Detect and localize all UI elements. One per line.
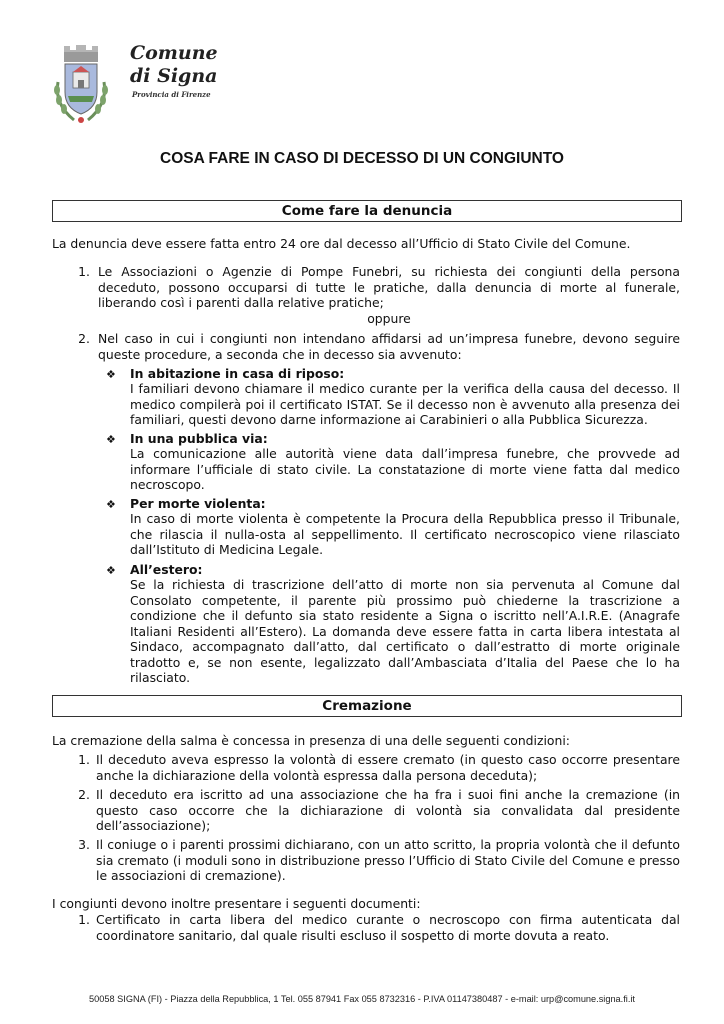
bullet-heading: Per morte violenta: (130, 496, 266, 511)
bullet-heading: In una pubblica via: (130, 431, 268, 446)
coat-of-arms-logo (48, 42, 114, 126)
section2-item-text: Il deceduto era iscritto ad una associazione che ha fra i suoi fini anche la cremazione (in questo caso occorre che la dichiarazione di volontà sia convalidata dal presidente dell’associazione); (96, 787, 680, 833)
bullet-text: Se la richiesta di trascrizione dell’atto di morte non sia pervenuta al Comune dal Consolato competente, il parente più prossimo può chiederne la trascrizione a condizione che il defunto sia stato residente a Signa o iscritto nell’A.I.R.E. (Anagrafe Italiani Residenti all’Estero). La domanda deve essere fatta in carta libera intestata al Sindaco, accompagnato dall’atto, dal certificato o dall’estratto di morte originale tradotto e, se non esente, legalizzato dall’Ambasciata d’Italia del Paese che lo ha rilasciato. (130, 577, 680, 685)
section1-item-text: Le Associazioni o Agenzie di Pompe Funebri, su richiesta dei congiunti della persona deceduto, possono occuparsi di tutte le pratiche, dalla denuncia di morte al funerale, liberando così i parenti dalla relative pratiche; (98, 264, 680, 310)
section1-intro: La denuncia deve essere fatta entro 24 ore dal decesso all’Ufficio di Stato Civile del Comune. (52, 236, 631, 251)
diamond-bullet-icon: ❖ (106, 368, 116, 381)
docs-intro: I congiunti devono inoltre presentare i seguenti documenti: (52, 896, 421, 911)
bullet-heading: In abitazione in casa di riposo: (130, 366, 345, 381)
bullet-text: In caso di morte violenta è competente la Procura della Repubblica presso il Tribunale, che rilascia il nulla-osta al seppellimento. Il certificato necroscopico viene rilasciato dall’Istituto di Medicina Legale. (130, 511, 680, 557)
section1-item-number: 1. (78, 264, 90, 279)
section2-item-text: Il coniuge o i parenti prossimi dichiarano, con un atto scritto, la propria volontà che il defunto sia cremato (i moduli sono in distribuzione presso l’Ufficio di Stato Civile del Comune e presso le associazioni di cremazione). (96, 837, 680, 883)
docs-item-text: Certificato in carta libera del medico curante o necroscopo con firma autenticata dal coordinatore sanitario, dal quale risulti escluso il sospetto di morte dovuta a reato. (96, 912, 680, 943)
org-name-line2: di Signa (130, 65, 218, 87)
section2-item-number: 1. (78, 752, 90, 767)
section1-item-text: Nel caso in cui i congiunti non intendano affidarsi ad un’impresa funebre, devono seguire queste procedure, a seconda che in decesso sia avvenuto: (98, 331, 680, 362)
province-label: Provincia di Firenze (132, 90, 211, 99)
org-name (130, 42, 218, 88)
footer-contact-info: 50058 SIGNA (FI) - Piazza della Repubblica, 1 Tel. 055 87941 Fax 055 8732316 - P.IVA 01147380487 - e-mail: urp@comune.signa.fi.it (89, 994, 635, 1004)
section2-item-text: Il deceduto aveva espresso la volontà di essere cremato (in questo caso occorre presentare anche la dichiarazione della volontà espressa dalla persona deceduta); (96, 752, 680, 783)
diamond-bullet-icon: ❖ (106, 433, 116, 446)
docs-item-number: 1. (78, 912, 90, 927)
oppure-label: oppure (367, 311, 411, 326)
diamond-bullet-icon: ❖ (106, 498, 116, 511)
section2-item-number: 3. (78, 837, 90, 852)
section2-intro: La cremazione della salma è concessa in presenza di una delle seguenti condizioni: (52, 733, 570, 748)
org-name-line1: Comune (130, 42, 218, 64)
section-heading-denuncia: Come fare la denuncia (52, 200, 682, 222)
section1-item-number: 2. (78, 331, 90, 346)
bullet-text: I familiari devono chiamare il medico curante per la verifica della causa del decesso. Il medico compilerà poi il certificato ISTAT. Se il decesso non è avvenuto alla presenza dei familiari, questi devono darne informazione ai Carabinieri o alla Pubblica Sicurezza. (130, 381, 680, 427)
section-heading-cremazione: Cremazione (52, 695, 682, 717)
section2-item-number: 2. (78, 787, 90, 802)
bullet-text: La comunicazione alle autorità viene data dall’impresa funebre, che provvede ad informare l’ufficiale di stato civile. La constatazione di morte viene fatta dal medico necroscopo. (130, 446, 680, 492)
bullet-heading: All’estero: (130, 562, 203, 577)
diamond-bullet-icon: ❖ (106, 564, 116, 577)
page-title: COSA FARE IN CASO DI DECESSO DI UN CONGIUNTO (160, 150, 564, 167)
